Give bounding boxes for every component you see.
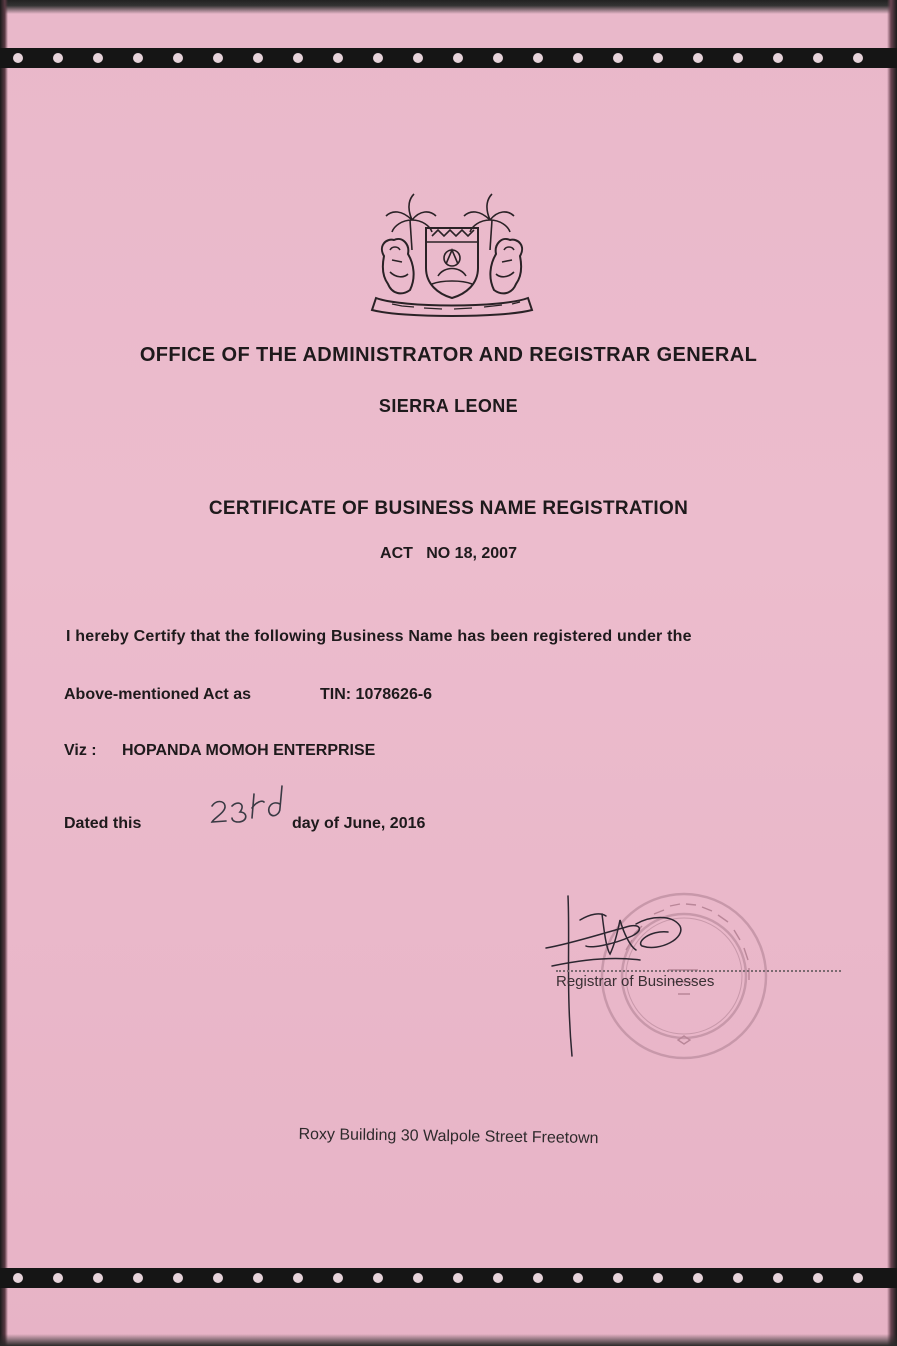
strip-hole [333,1273,343,1283]
tin-number: TIN: 1078626-6 [320,686,433,703]
strip-hole [373,1273,383,1283]
day-of-month: day of June, 2016 [292,815,426,832]
strip-hole [453,53,463,63]
dated-label: Dated this [64,815,142,832]
strip-hole [773,1273,783,1283]
strip-hole [213,1273,223,1283]
strip-hole [693,53,703,63]
strip-hole [533,1273,543,1283]
bottom-border-strip [0,1266,897,1290]
viz-label: Viz : [64,742,97,759]
strip-hole [773,53,783,63]
strip-hole [133,1273,143,1283]
certify-statement: I hereby Certify that the following Business Name has been registered under the [66,628,692,645]
strip-hole [13,1273,23,1283]
handwritten-day [208,782,298,830]
strip-hole [813,53,823,63]
left-edge [0,0,8,1346]
strip-hole [93,53,103,63]
strip-hole [413,1273,423,1283]
strip-hole [733,53,743,63]
business-name: HOPANDA MOMOH ENTERPRISE [122,742,376,759]
signature-line [556,970,841,972]
coat-of-arms-icon [362,180,542,320]
strip-hole [653,53,663,63]
strip-hole [733,1273,743,1283]
country-heading: SIERRA LEONE [378,396,519,416]
bottom-edge [0,1334,897,1346]
strip-hole [213,53,223,63]
office-address: Roxy Building 30 Walpole Street Freetown [298,1125,599,1148]
strip-hole [253,1273,263,1283]
strip-hole [173,53,183,63]
registrar-title: Registrar of Businesses [556,973,715,990]
strip-hole [53,53,63,63]
act-reference: ACT NO 18, 2007 [380,545,517,562]
strip-hole [293,1273,303,1283]
strip-hole [133,53,143,63]
office-heading: OFFICE OF THE ADMINISTRATOR AND REGISTRAR GENERAL [139,344,758,366]
strip-hole [253,53,263,63]
strip-hole [93,1273,103,1283]
top-edge [0,0,897,14]
strip-hole [413,53,423,63]
above-mentioned-label: Above-mentioned Act as [64,686,251,703]
strip-hole [853,1273,863,1283]
strip-hole [53,1273,63,1283]
certificate-title: CERTIFICATE OF BUSINESS NAME REGISTRATION [208,498,689,519]
strip-hole [573,53,583,63]
strip-hole [13,53,23,63]
strip-hole [373,53,383,63]
top-border-strip [0,46,897,70]
strip-hole [173,1273,183,1283]
strip-hole [533,53,543,63]
strip-hole [613,53,623,63]
strip-hole [333,53,343,63]
strip-hole [293,53,303,63]
strip-hole [453,1273,463,1283]
strip-hole [853,53,863,63]
strip-hole [493,1273,503,1283]
strip-hole [693,1273,703,1283]
strip-hole [813,1273,823,1283]
strip-hole [653,1273,663,1283]
strip-hole [493,53,503,63]
strip-hole [613,1273,623,1283]
strip-hole [573,1273,583,1283]
